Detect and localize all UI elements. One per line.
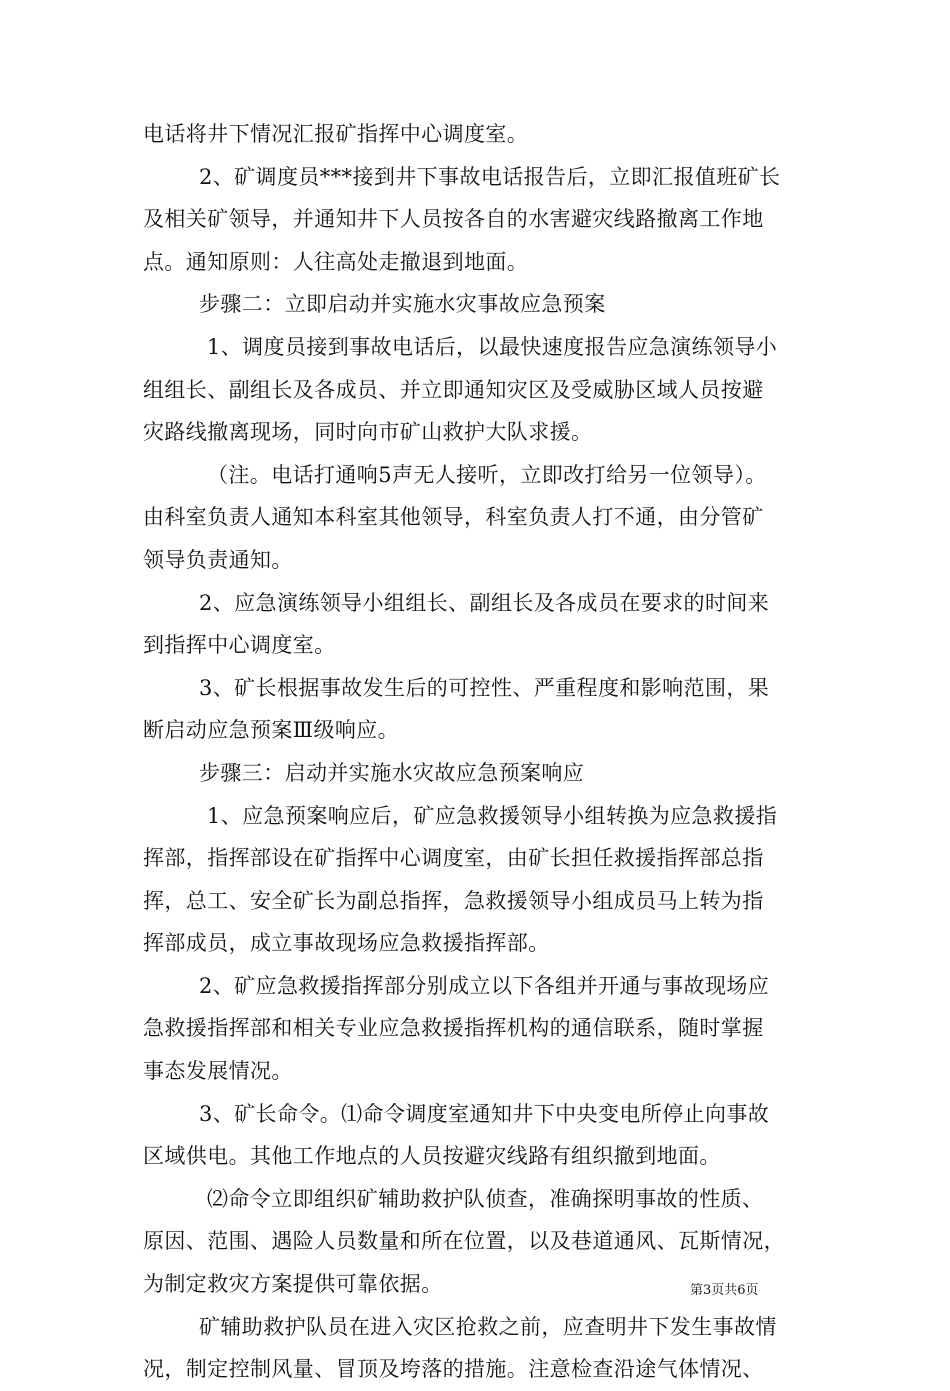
text-line: 原因、范围、遇险人员数量和所在位置，以及巷道通风、瓦斯情况， — [143, 1229, 785, 1254]
section-heading: 步骤二：立即启动并实施水灾事故应急预案 — [199, 292, 606, 317]
text-line: ⑵命令立即组织矿辅助救护队侦查，准确探明事故的性质、 — [207, 1186, 764, 1211]
text-line: 由科室负责人通知本科室其他领导，科室负责人打不通，由分管矿 — [143, 505, 764, 530]
text-line: 领导负责通知。 — [143, 547, 293, 572]
section-heading: 步骤三：启动并实施水灾故应急预案响应 — [199, 760, 585, 785]
text-line: 及相关矿领导，并通知井下人员按各自的水害避灾线路撤离工作地 — [143, 207, 764, 232]
note-line: （注。电话打通响5声无人接听，立即改打给另一位领导）。 — [207, 462, 767, 487]
text-line: 急救援指挥部和相关专业应急救援指挥机构的通信联系，随时掌握 — [143, 1016, 764, 1041]
text-line: 3、矿长命令。⑴命令调度室通知井下中央变电所停止向事故 — [199, 1101, 770, 1126]
text-line: 2、矿调度员***接到井下事故电话报告后，立即汇报值班矿长 — [199, 164, 781, 189]
text-line: 组组长、副组长及各成员、并立即通知灾区及受威胁区域人员按避 — [143, 377, 764, 402]
text-line: 3、矿长根据事故发生后的可控性、严重程度和影响范围，果 — [199, 675, 770, 700]
text-line: 区域供电。其他工作地点的人员按避灾线路有组织撤到地面。 — [143, 1144, 721, 1169]
text-line: 挥，总工、安全矿长为副总指挥，急救援领导小组成员马上转为指 — [143, 888, 764, 913]
text-line: 灾路线撤离现场，同时向市矿山救护大队求援。 — [143, 420, 593, 445]
text-line: 到指挥中心调度室。 — [143, 633, 336, 658]
text-line: 2、矿应急救援指挥部分别成立以下各组并开通与事故现场应 — [199, 973, 770, 998]
text-line: 为制定救灾方案提供可靠依据。 — [143, 1272, 443, 1297]
document-body — [143, 113, 823, 1391]
text-line: 事态发展情况。 — [143, 1059, 293, 1084]
text-line: 挥部，指挥部设在矿指挥中心调度室，由矿长担任救援指挥部总指 — [143, 846, 764, 871]
text-line: 点。通知原则：人往高处走撤退到地面。 — [143, 249, 529, 274]
text-line: 1、应急预案响应后，矿应急救援领导小组转换为应急救援指 — [207, 803, 778, 828]
text-line: 电话将井下情况汇报矿指挥中心调度室。 — [143, 122, 529, 146]
text-line: 断启动应急预案Ⅲ级响应。 — [143, 718, 400, 743]
text-line: 挥部成员，成立事故现场应急救援指挥部。 — [143, 931, 550, 956]
text-line: 况，制定控制风量、冒顶及垮落的措施。注意检查沿途气体情况、 — [143, 1357, 764, 1382]
text-line: 矿辅助救护队员在进入灾区抢救之前，应查明井下发生事故情 — [199, 1314, 777, 1339]
text-line: 1、调度员接到事故电话后，以最快速度报告应急演练领导小 — [207, 334, 778, 359]
text-line: 2、应急演练领导小组组长、副组长及各成员在要求的时间来 — [199, 590, 770, 615]
page-number: 第3页共6页 — [690, 1283, 759, 1298]
